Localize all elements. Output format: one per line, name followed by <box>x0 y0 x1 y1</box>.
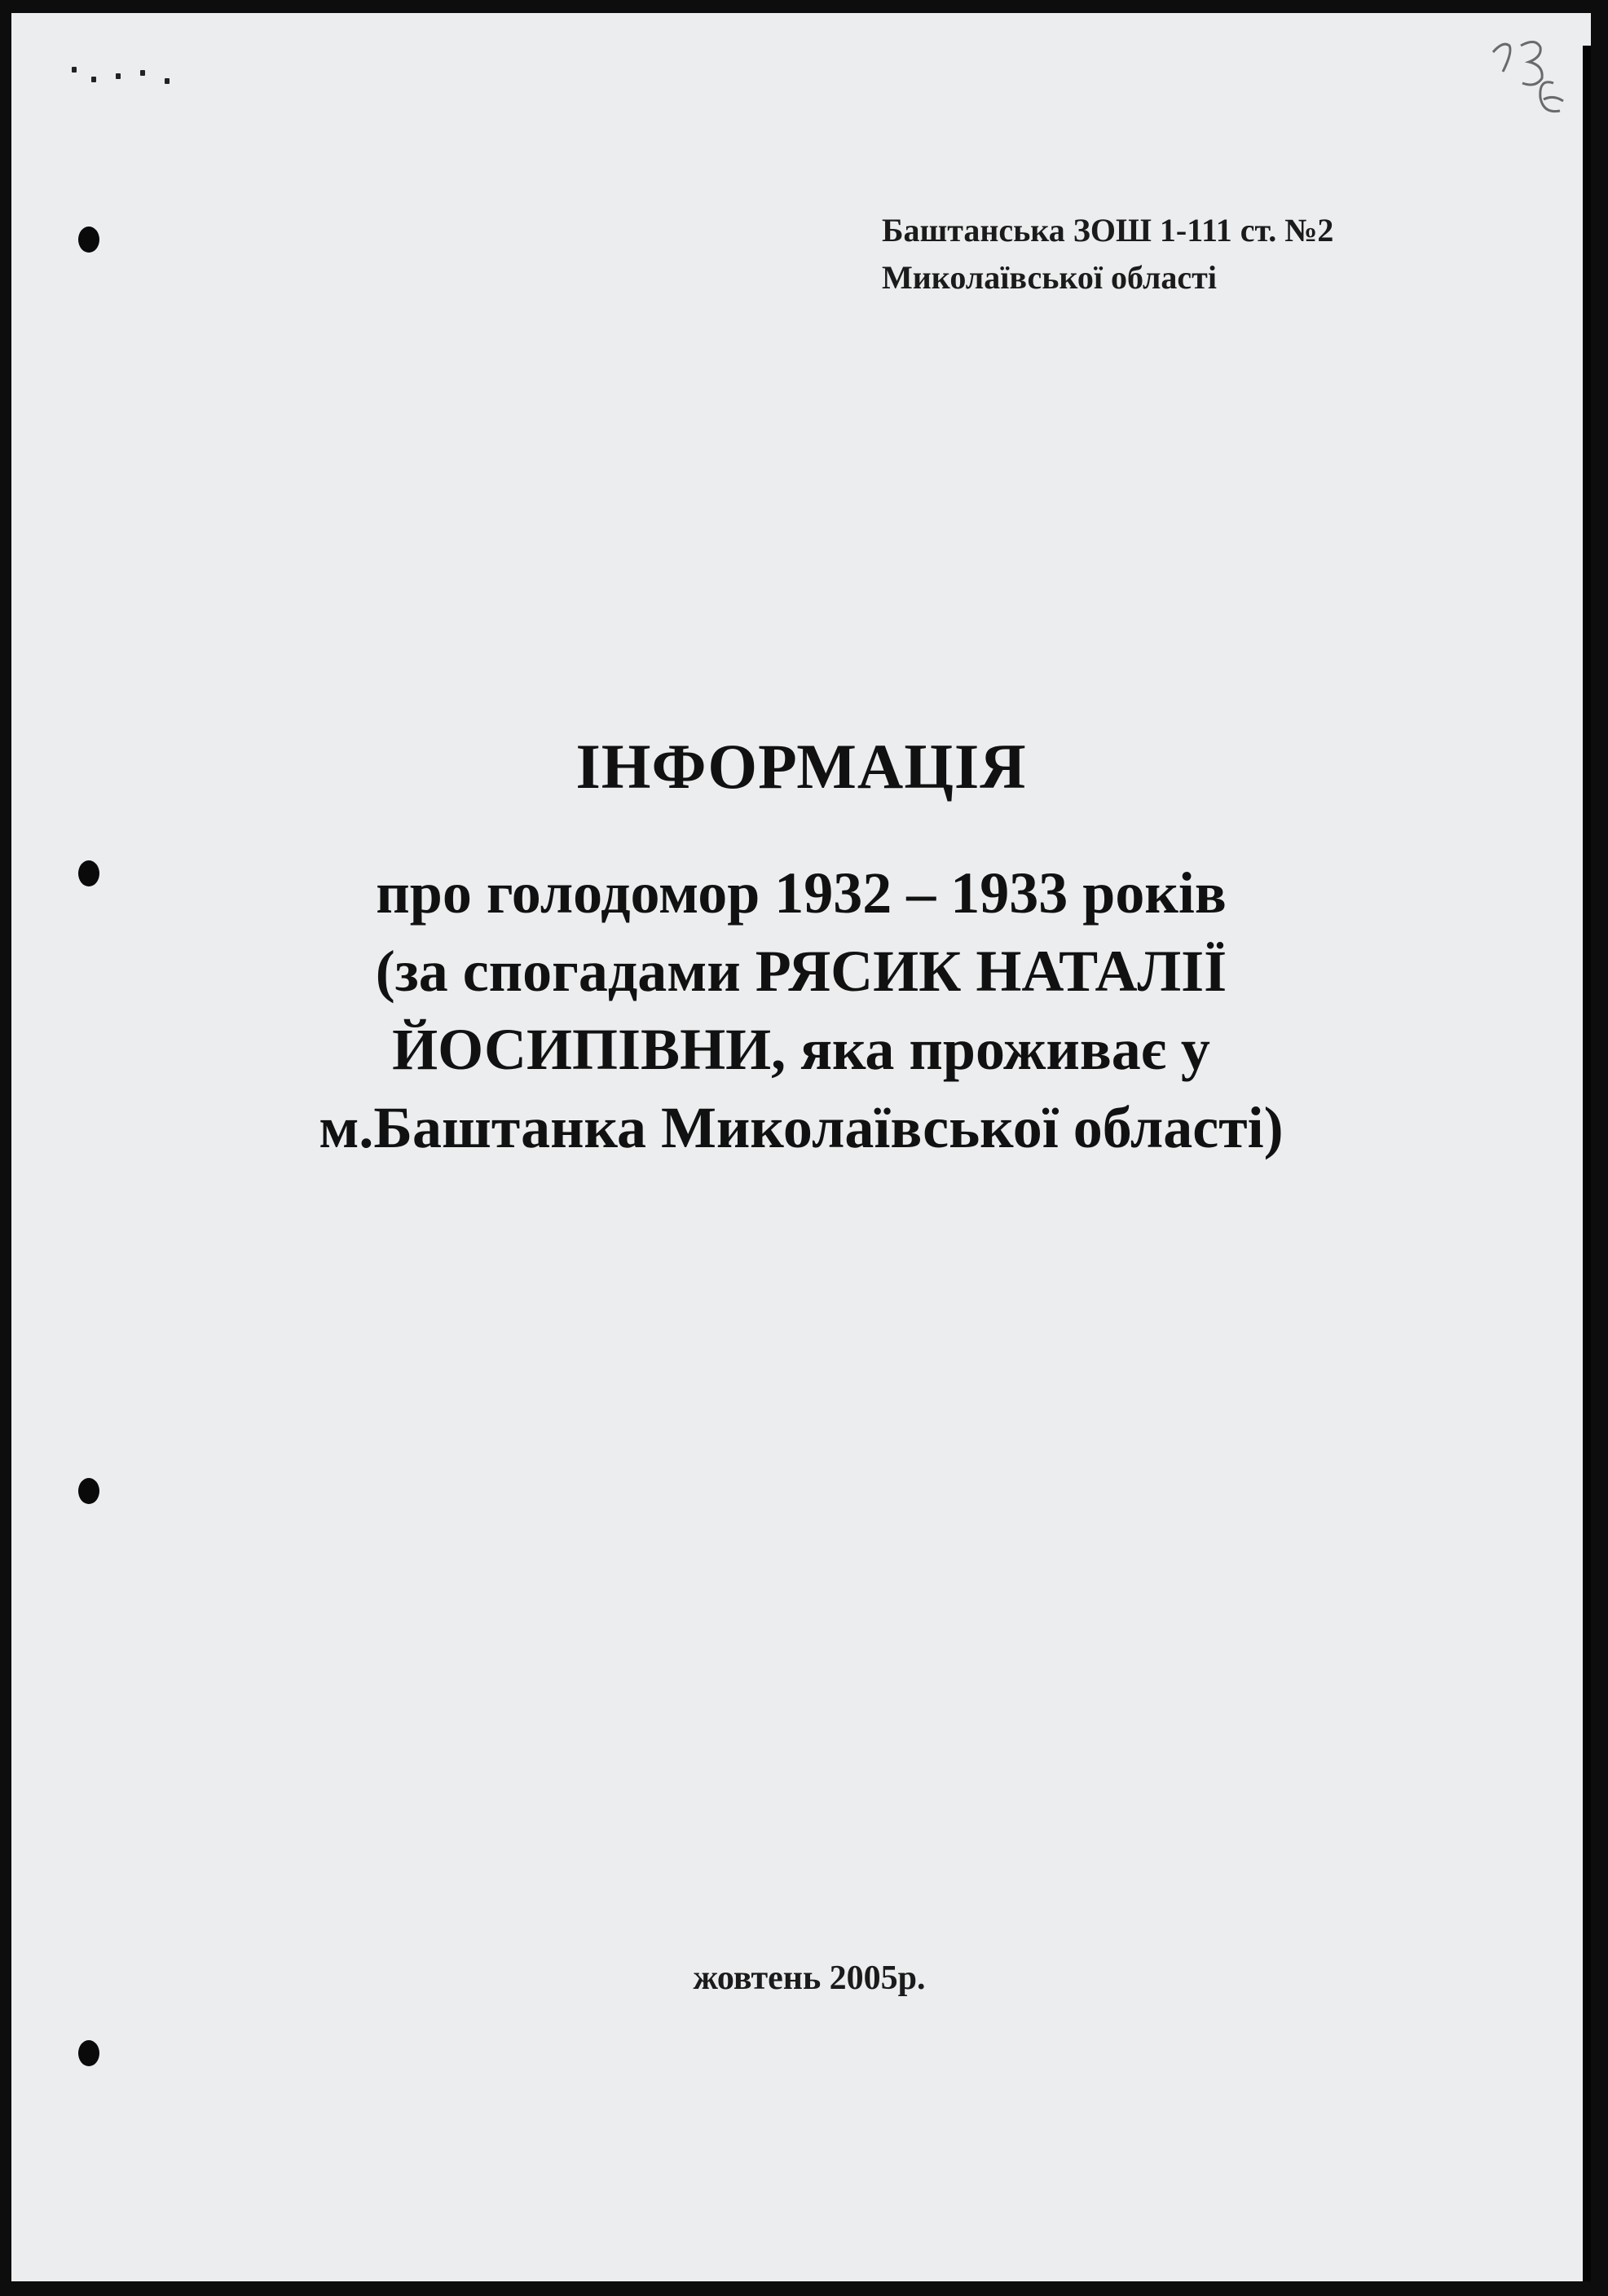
speck <box>116 73 121 79</box>
binding-edge <box>1583 46 1591 2281</box>
subtitle-line: м.Баштанка Миколаївської області) <box>319 1095 1284 1160</box>
speck <box>165 78 170 84</box>
subtitle-line: про голодомор 1932 – 1933 років <box>376 860 1227 926</box>
speck <box>91 77 96 82</box>
document-date: жовтень 2005р. <box>693 1960 926 1997</box>
speck <box>72 67 77 73</box>
document-header <box>882 207 1333 301</box>
punch-hole <box>78 1478 99 1504</box>
punch-hole <box>78 2040 99 2066</box>
region-name: Миколаївської області <box>882 259 1217 296</box>
speck <box>140 70 145 76</box>
document-page <box>11 13 1591 2281</box>
punch-hole <box>78 227 99 253</box>
subtitle-line: (за спогадами РЯСИК НАТАЛІЇ <box>375 939 1227 1004</box>
school-name: Баштанська ЗОШ 1-111 ст. №2 <box>882 212 1334 249</box>
document-subtitle <box>11 854 1591 1167</box>
handwritten-page-number <box>1478 29 1568 152</box>
subtitle-line: ЙОСИПІВНИ, яка проживає у <box>392 1017 1210 1082</box>
document-title: ІНФОРМАЦІЯ <box>575 731 1027 802</box>
margin-specks <box>60 62 207 95</box>
